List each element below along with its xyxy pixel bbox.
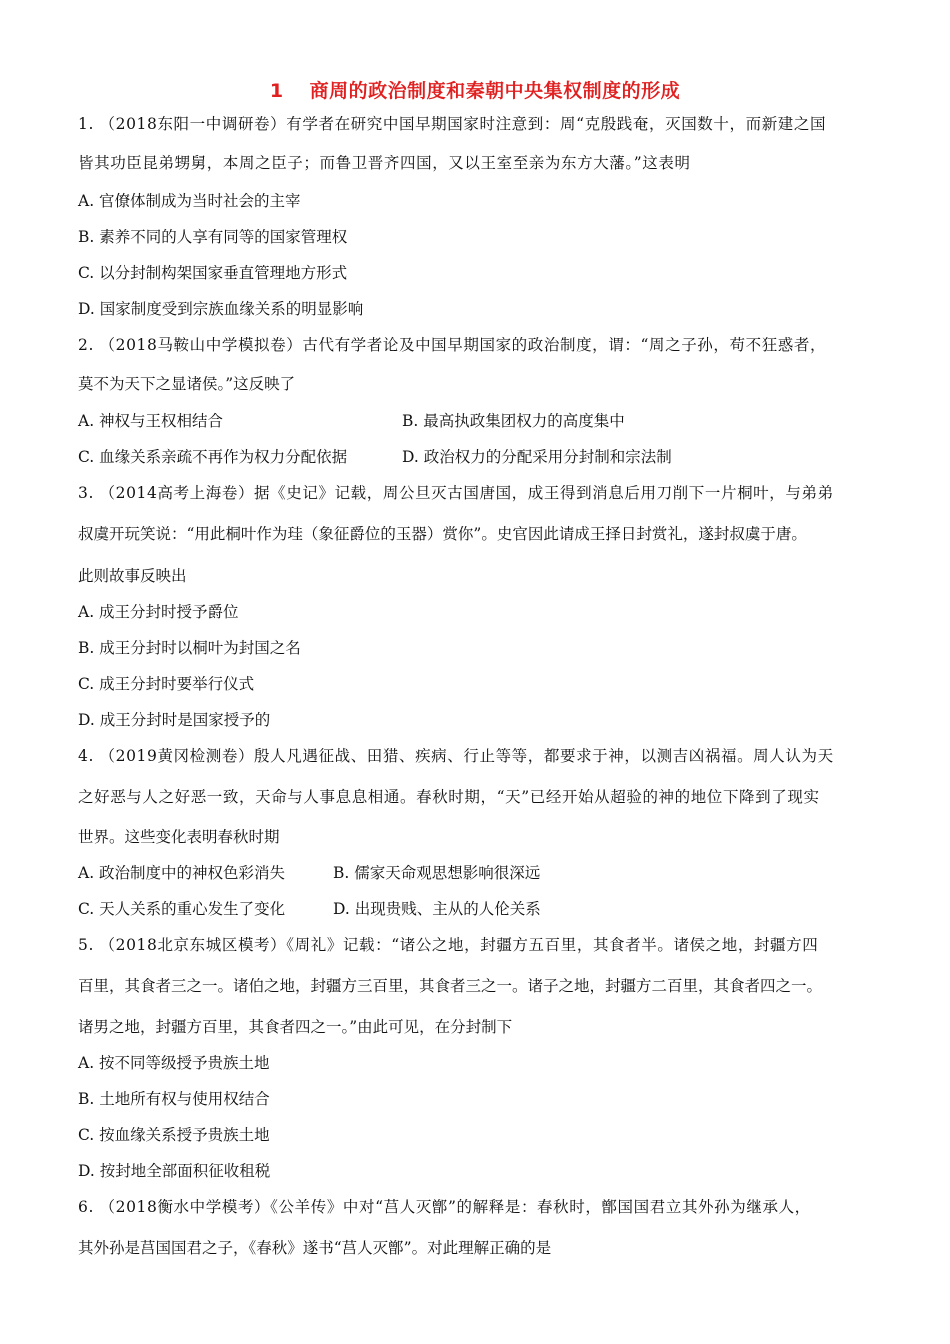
q2-option-c: C. 血缘关系亲疏不再作为权力分配依据 xyxy=(78,448,348,466)
q4-option-a: A. 政治制度中的神权色彩消失 xyxy=(78,864,286,882)
q3-option-b: B. 成王分封时以桐叶为封国之名 xyxy=(78,639,301,657)
q4-stem-line2: 之好恶与人之好恶一致，天命与人事息息相通。春秋时期，“天”已经开始从超验的神的地位下降到了现实 xyxy=(78,788,820,806)
q4-option-c: C. 天人关系的重心发生了变化 xyxy=(78,900,286,918)
q2-option-d: D. 政治权力的分配采用分封制和宗法制 xyxy=(402,448,672,466)
q5-option-b: B. 土地所有权与使用权结合 xyxy=(78,1090,270,1108)
q5-option-a: A. 按不同等级授予贵族土地 xyxy=(78,1054,270,1072)
q5-stem-line3: 诸男之地，封疆方百里，其食者四之一。”由此可见，在分封制下 xyxy=(78,1018,513,1036)
q5-stem-line2: 百里，其食者三之一。诸伯之地，封疆方三百里，其食者三之一。诸子之地，封疆方二百里，其食者四之一。 xyxy=(78,977,823,995)
q3-stem-line3: 此则故事反映出 xyxy=(78,567,187,585)
q6-stem-line1: 6. （2018衡水中学模考）《公羊传》中对“莒人灭鄫”的解释是：春秋时，鄫国国君立其外孙为继承人， xyxy=(78,1198,811,1216)
page-title xyxy=(0,76,950,103)
q2-option-b: B. 最高执政集团权力的高度集中 xyxy=(402,412,625,430)
q4-option-b: B. 儒家天命观思想影响很深远 xyxy=(333,864,541,882)
q2-stem-line2: 莫不为天下之显诸侯。”这反映了 xyxy=(78,375,296,393)
q3-option-a: A. 成王分封时授予爵位 xyxy=(78,603,239,621)
q1-option-b: B. 素养不同的人享有同等的国家管理权 xyxy=(78,228,348,246)
q2-stem-line1: 2. （2018马鞍山中学模拟卷）古代有学者论及中国早期国家的政治制度，谓：“周之子孙，苟不狂惑者， xyxy=(78,336,827,354)
q5-stem-line1: 5. （2018北京东城区模考）《周礼》记载：“诸公之地，封疆方五百里，其食者半。诸侯之地，封疆方四 xyxy=(78,936,819,954)
q3-option-c: C. 成王分封时要举行仪式 xyxy=(78,675,255,693)
q5-option-d: D. 按封地全部面积征收租税 xyxy=(78,1162,271,1180)
q3-stem-line2: 叔虞开玩笑说：“用此桐叶作为珪（象征爵位的玉器）赏你”。史官因此请成王择日封赏礼，遂封叔虞于唐。 xyxy=(78,525,807,543)
q1-option-d: D. 国家制度受到宗族血缘关系的明显影响 xyxy=(78,300,364,318)
q4-stem-line1: 4. （2019黄冈检测卷）殷人凡遇征战、田猎、疾病、行止等等，都要求于神，以测吉凶祸福。周人认为天 xyxy=(78,747,834,765)
q4-option-d: D. 出现贵贱、主从的人伦关系 xyxy=(333,900,541,918)
q6-stem-line2: 其外孙是莒国国君之子，《春秋》遂书“莒人灭鄫”。对此理解正确的是 xyxy=(78,1239,552,1257)
q1-stem-line2: 皆其功臣昆弟甥舅，本周之臣子；而鲁卫晋齐四国，又以王室至亲为东方大藩。”这表明 xyxy=(78,154,691,172)
q5-option-c: C. 按血缘关系授予贵族土地 xyxy=(78,1126,270,1144)
q1-option-a: A. 官僚体制成为当时社会的主宰 xyxy=(78,192,301,210)
title-text: 商周的政治制度和秦朝中央集权制度的形成 xyxy=(309,80,681,102)
q1-stem-line1: 1. （2018东阳一中调研卷）有学者在研究中国早期国家时注意到：周“克殷践奄，灭国数十，而新建之国 xyxy=(78,115,827,133)
q3-stem-line1: 3. （2014高考上海卷）据《史记》记载，周公旦灭古国唐国，成王得到消息后用刀削下一片桐叶，与弟弟 xyxy=(78,484,834,502)
q2-option-a: A. 神权与王权相结合 xyxy=(78,412,224,430)
q1-option-c: C. 以分封制构架国家垂直管理地方形式 xyxy=(78,264,348,282)
title-number: 1 xyxy=(269,80,284,102)
q3-option-d: D. 成王分封时是国家授予的 xyxy=(78,711,271,729)
q4-stem-line3: 世界。这些变化表明春秋时期 xyxy=(78,828,280,846)
